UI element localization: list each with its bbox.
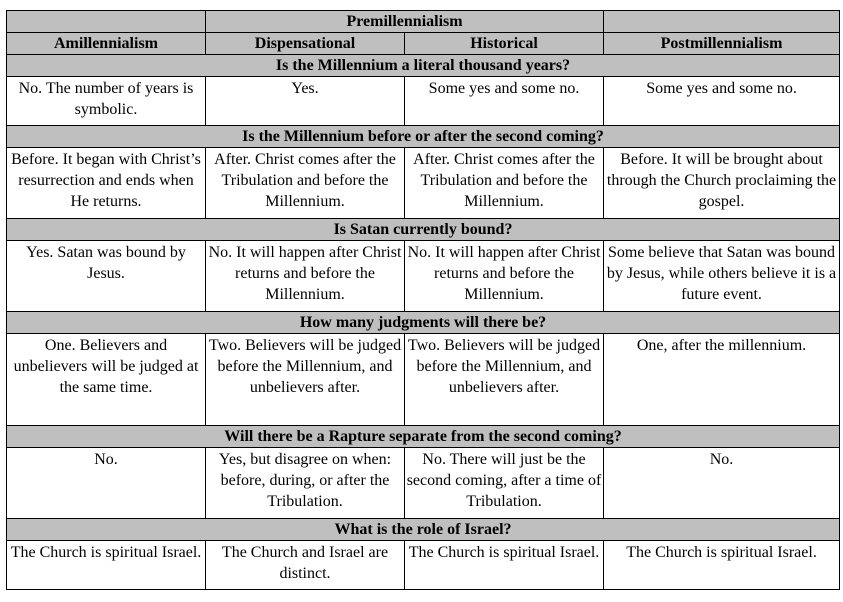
answer-cell: No. The number of years is symbolic. xyxy=(7,77,206,126)
answer-cell: No. xyxy=(604,448,840,519)
question-heading: What is the role of Israel? xyxy=(7,519,840,541)
answer-row xyxy=(7,77,840,126)
question-row xyxy=(7,126,840,148)
group-header-row xyxy=(7,11,840,33)
answer-row xyxy=(7,241,840,312)
answer-cell: Two. Believers will be judged before the Millennium, and unbelievers after. xyxy=(206,334,405,426)
answer-row xyxy=(7,448,840,519)
answer-cell: One. Believers and unbelievers will be judged at the same time. xyxy=(7,334,206,426)
question-row xyxy=(7,519,840,541)
column-header-historical: Historical xyxy=(405,33,604,55)
answer-cell: Two. Believers will be judged before the Millennium, and unbelievers after. xyxy=(405,334,604,426)
question-heading: Is Satan currently bound? xyxy=(7,219,840,241)
answer-cell: No. xyxy=(7,448,206,519)
answer-cell: Some yes and some no. xyxy=(405,77,604,126)
column-header-dispensational: Dispensational xyxy=(206,33,405,55)
column-header-amillennialism: Amillennialism xyxy=(7,33,206,55)
answer-cell: No. It will happen after Christ returns and before the Millennium. xyxy=(206,241,405,312)
answer-cell: Yes, but disagree on when: before, during, or after the Tribulation. xyxy=(206,448,405,519)
question-row xyxy=(7,55,840,77)
answer-cell: After. Christ comes after the Tribulation and before the Millennium. xyxy=(405,148,604,219)
header-empty-cell xyxy=(604,11,840,33)
question-row xyxy=(7,219,840,241)
answer-cell: The Church is spiritual Israel. xyxy=(7,541,206,590)
question-heading: Will there be a Rapture separate from the second coming? xyxy=(7,426,840,448)
answer-cell: Before. It will be brought about through the Church proclaiming the gospel. xyxy=(604,148,840,219)
header-empty-cell xyxy=(7,11,206,33)
millennial-views-table xyxy=(6,10,840,590)
answer-cell: After. Christ comes after the Tribulation and before the Millennium. xyxy=(206,148,405,219)
question-row xyxy=(7,312,840,334)
column-header-postmillennialism: Postmillennialism xyxy=(604,33,840,55)
answer-cell: No. It will happen after Christ returns and before the Millennium. xyxy=(405,241,604,312)
question-heading: Is the Millennium before or after the second coming? xyxy=(7,126,840,148)
answer-cell: The Church is spiritual Israel. xyxy=(604,541,840,590)
question-heading: How many judgments will there be? xyxy=(7,312,840,334)
answer-cell: The Church is spiritual Israel. xyxy=(405,541,604,590)
answer-cell: Before. It began with Christ’s resurrection and ends when He returns. xyxy=(7,148,206,219)
question-heading: Is the Millennium a literal thousand years? xyxy=(7,55,840,77)
premillennialism-group-header: Premillennialism xyxy=(206,11,604,33)
column-header-row xyxy=(7,33,840,55)
answer-cell: Some believe that Satan was bound by Jesus, while others believe it is a future event. xyxy=(604,241,840,312)
answer-cell: Some yes and some no. xyxy=(604,77,840,126)
answer-cell: One, after the millennium. xyxy=(604,334,840,426)
answer-row xyxy=(7,541,840,590)
answer-row xyxy=(7,334,840,426)
answer-cell: Yes. xyxy=(206,77,405,126)
answer-cell: No. There will just be the second coming, after a time of Tribulation. xyxy=(405,448,604,519)
answer-cell: Yes. Satan was bound by Jesus. xyxy=(7,241,206,312)
question-row xyxy=(7,426,840,448)
answer-row xyxy=(7,148,840,219)
answer-cell: The Church and Israel are distinct. xyxy=(206,541,405,590)
